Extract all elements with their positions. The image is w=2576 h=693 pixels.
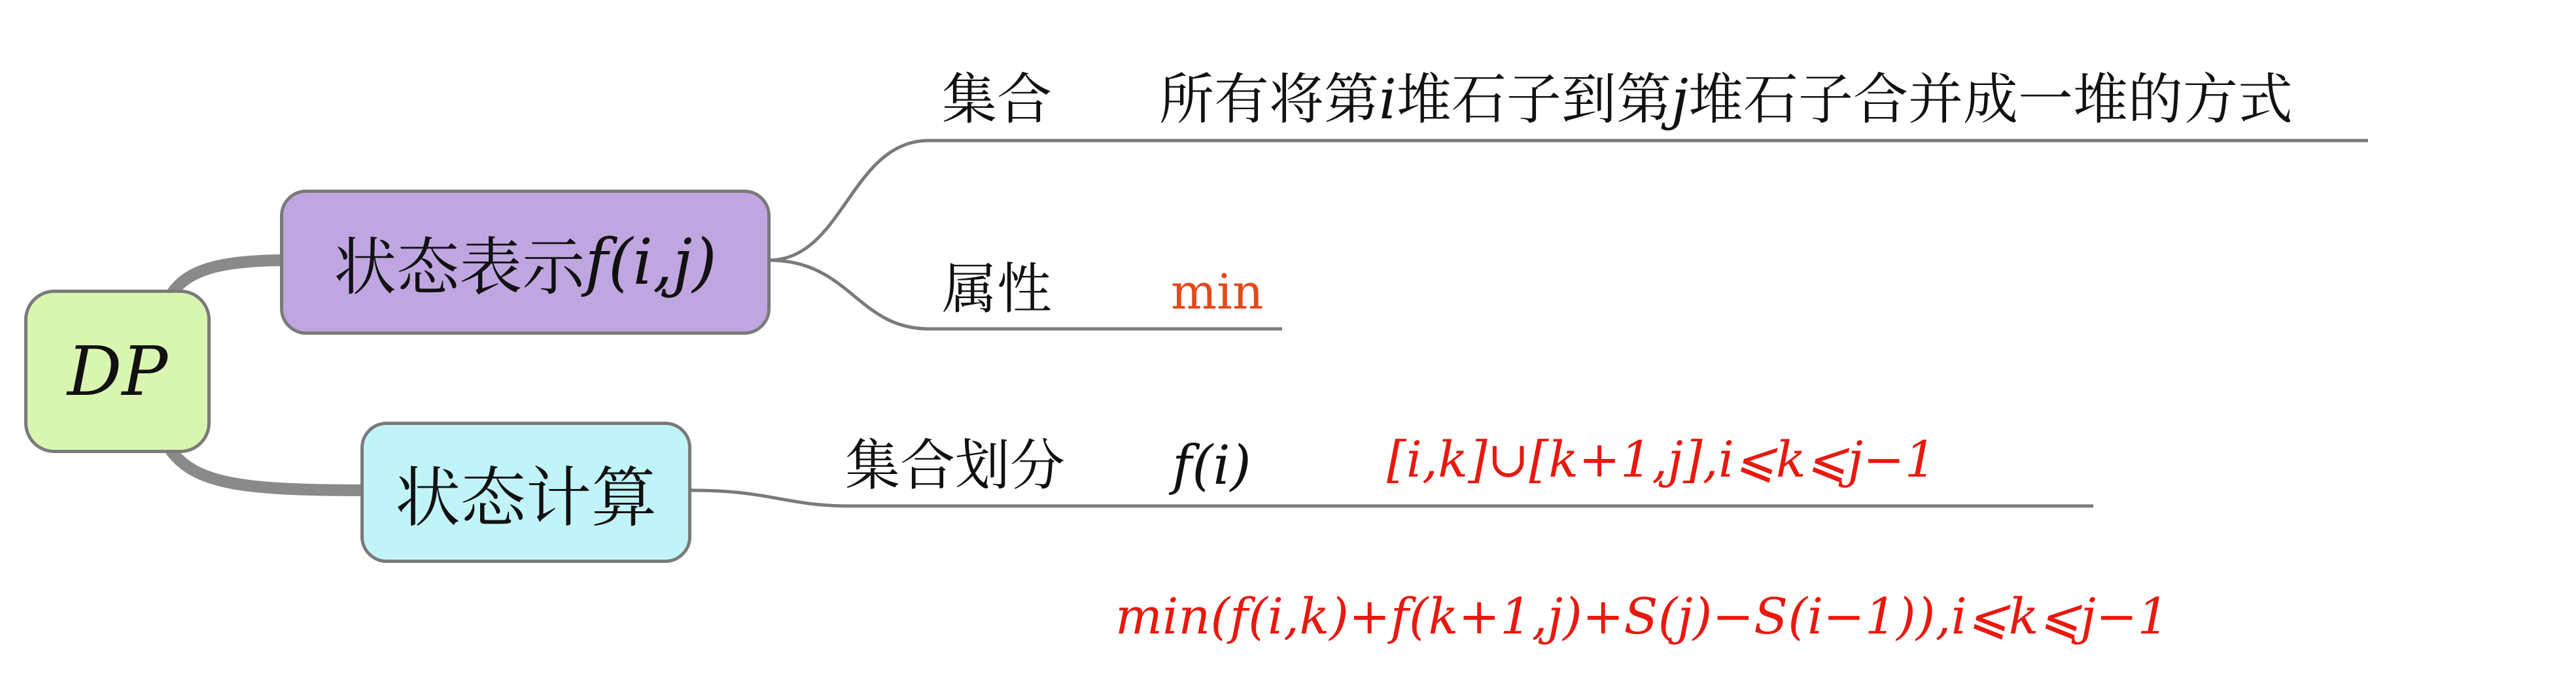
root-node[interactable] [24, 290, 211, 453]
partition-term: f(i) [1172, 435, 1251, 497]
root-label: DP [67, 331, 168, 411]
state-repr-node[interactable] [280, 190, 771, 335]
set-desc-part3: 堆石子合并成一堆的方式 [1688, 67, 2293, 131]
transition-formula: min(f(i,k)+f(k+1,j)+S(j)−S(i−1)),i⩽k⩽j−1 [1115, 587, 2169, 645]
state-repr-prefix: 状态表示 [334, 230, 585, 304]
attribute-value: min [1171, 264, 1264, 320]
root-to-state-calc-connector [171, 451, 366, 490]
partition-split: [i,k]∪[k+1,j],i⩽k⩽j−1 [1387, 430, 1937, 488]
state-calc-node[interactable] [360, 422, 691, 563]
partition-label: 集合划分 [845, 433, 1066, 498]
state-repr-formula: f(i,j) [585, 226, 717, 299]
attribute-label: 属性 [942, 257, 1053, 321]
state-calc-label: 状态计算 [395, 460, 657, 536]
set-desc-part2: 堆石子到第 [1396, 67, 1671, 131]
root-to-state-repr-connector [171, 260, 288, 294]
set-desc-var-i: i [1379, 67, 1397, 131]
set-desc-var-j: j [1671, 67, 1688, 131]
set-label: 集合 [942, 67, 1053, 131]
set-desc-part1: 所有将第 [1159, 67, 1380, 131]
set-description [1159, 67, 2293, 131]
repr-to-set-connector [769, 141, 2368, 260]
